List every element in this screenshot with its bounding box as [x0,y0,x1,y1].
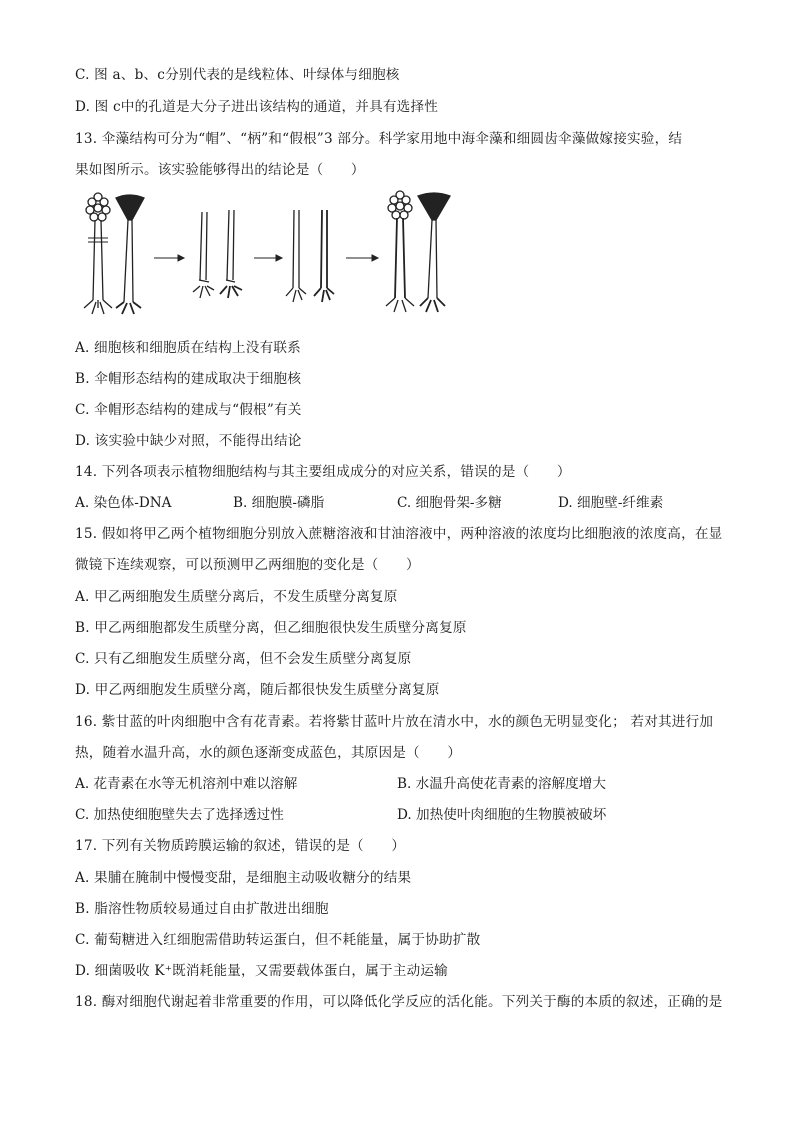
flower-cap-icon [388,191,412,219]
q15-option-c: C. 只有乙细胞发生质壁分离，但不会发生质壁分离复原 [75,651,412,667]
q18-stem-line-1: 18. 酶对细胞代谢起着非常重要的作用，可以降低化学反应的活化能。下列关于酶的本质的叙述，正确的是 [75,994,723,1010]
flower-cap-icon [86,193,110,221]
umbrella-cap-icon [418,193,450,220]
q16-stem-line-1: 16. 紫甘蓝的叶肉细胞中含有花青素。若将紫甘蓝叶片放在清水中，水的颜色无明显变化； 若对其进行加 [75,714,714,730]
q13-option-b: B. 伞帽形态结构的建成取决于细胞核 [75,371,302,387]
q14-option-d: D. 细胞壁-纤维素 [558,495,664,511]
q17-option-c: C. 葡萄糖进入红细胞需借助转运蛋白，但不耗能量，属于协助扩散 [75,932,481,948]
q12-option-c: C. 图 a、b、c分别代表的是线粒体、叶绿体与细胞核 [75,67,400,83]
stage-3-grafted-algae [286,210,334,302]
grafting-experiment-figure [72,190,472,320]
q14-option-a: A. 染色体-DNA [75,495,172,511]
q13-stem-line-2: 果如图所示。该实验能够得出的结论是（ ） [75,162,365,178]
q15-option-b: B. 甲乙两细胞都发生质壁分离，但乙细胞很快发生质壁分离复原 [75,620,467,636]
arrow-1 [154,255,184,261]
umbrella-cap-icon [116,195,144,220]
q16-option-b: B. 水温升高使花青素的溶解度增大 [397,776,606,792]
arrow-2 [254,255,282,261]
q16-option-d: D. 加热使叶肉细胞的生物膜被破坏 [397,807,607,823]
q17-option-a: A. 果脯在腌制中慢慢变甜，是细胞主动吸收糖分的结果 [75,870,412,886]
stage-4-regenerated-algae [386,191,450,312]
q16-stem-line-2: 热，随着水温升高，水的颜色逐渐变成蓝色，其原因是（ ） [75,745,462,761]
q17-option-b: B. 脂溶性物质较易通过自由扩散进出细胞 [75,901,329,917]
q16-option-c: C. 加热使细胞壁失去了选择透过性 [75,807,284,823]
q14-option-c: C. 细胞骨架-多糖 [397,495,502,511]
q13-option-a: A. 细胞核和细胞质在结构上没有联系 [75,340,301,356]
q15-stem-line-2: 微镜下连续观察，可以预测甲乙两细胞的变化是（ ） [75,557,420,573]
q14-options-row [75,494,735,512]
q14-stem: 14. 下列各项表示植物细胞结构与其主要组成成分的对应关系，错误的是（ ） [75,464,571,480]
q17-option-d: D. 细菌吸收 K⁺既消耗能量，又需要载体蛋白，属于主动运输 [75,963,448,979]
q12-option-d: D. 图 c中的孔道是大分子进出该结构的通道，并具有选择性 [75,99,439,115]
q15-option-d: D. 甲乙两细胞发生质壁分离，随后都很快发生质壁分离复原 [75,682,440,698]
q15-option-a: A. 甲乙两细胞发生质壁分离后，不发生质壁分离复原 [75,589,398,605]
q16-option-a: A. 花青素在水等无机溶剂中难以溶解 [75,776,298,792]
q16-options-row-1 [75,775,735,793]
q16-options-row-2 [75,806,735,824]
q13-stem-line-1: 13. 伞藻结构可分为“帽”、“柄”和“假根”3 部分。科学家用地中海伞藻和细圆齿伞藻做嫁接实验，结 [75,131,683,147]
q15-stem-line-1: 15. 假如将甲乙两个植物细胞分别放入蔗糖溶液和甘油溶液中，两种溶液的浓度均比细胞液的浓度高，在显 [75,526,723,542]
q17-stem: 17. 下列有关物质跨膜运输的叙述，错误的是（ ） [75,838,406,854]
arrow-3 [346,255,378,261]
q13-option-c: C. 伞帽形态结构的建成与“假根”有关 [75,402,302,418]
stage-1-intact-algae [84,193,144,314]
q13-option-d: D. 该实验中缺少对照，不能得出结论 [75,433,302,449]
q14-option-b: B. 细胞膜-磷脂 [233,495,325,511]
stage-2-cut-algae [193,210,242,298]
